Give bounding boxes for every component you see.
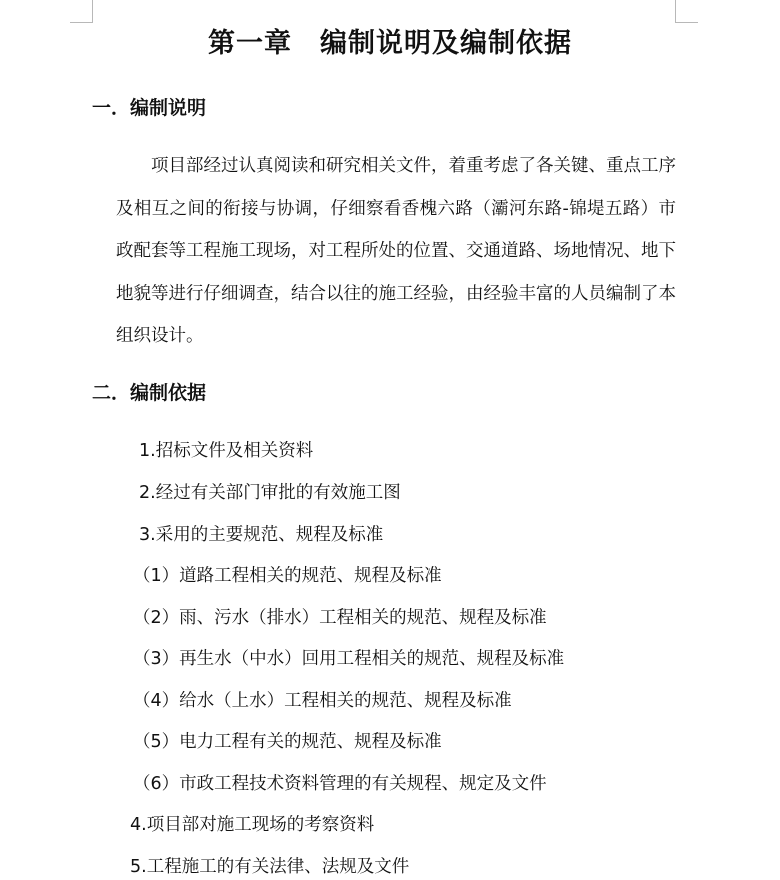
chapter-title: 第一章 编制说明及编制依据 bbox=[208, 28, 572, 59]
basis-item: 5.工程施工的有关法律、法规及文件 bbox=[130, 857, 410, 877]
page-corner-mark-left bbox=[70, 0, 93, 23]
basis-item: 4.项目部对施工现场的考察资料 bbox=[130, 815, 375, 835]
section-heading-compilation-basis: 二．编制依据 bbox=[92, 382, 207, 404]
page-corner-mark-right bbox=[675, 0, 698, 23]
basis-item: 1.招标文件及相关资料 bbox=[139, 441, 314, 461]
basis-item: （6）市政工程技术资料管理的有关规程、规定及文件 bbox=[133, 774, 547, 794]
basis-item: （1）道路工程相关的规范、规程及标准 bbox=[133, 566, 442, 586]
basis-item: （3）再生水（中水）回用工程相关的规范、规程及标准 bbox=[133, 649, 565, 669]
basis-item: （2）雨、污水（排水）工程相关的规范、规程及标准 bbox=[133, 608, 547, 628]
compilation-notes-paragraph: 项目部经过认真阅读和研究相关文件，着重考虑了各关键、重点工序及相互之间的衔接与协调，仔细察看香槐六路（灞河东路-锦堤五路）市政配套等工程施工现场，对工程所处的位置、交通道路、场地情况、地下地貌等进行仔细调查，结合以往的施工经验，由经验丰富的人员编制了本组织设计。 bbox=[116, 156, 676, 346]
basis-item: 3.采用的主要规范、规程及标准 bbox=[139, 525, 384, 545]
basis-item: 2.经过有关部门审批的有效施工图 bbox=[139, 483, 401, 503]
basis-item: （4）给水（上水）工程相关的规范、规程及标准 bbox=[133, 691, 512, 711]
section-heading-compilation-notes: 一．编制说明 bbox=[92, 97, 207, 119]
basis-item: （5）电力工程有关的规范、规程及标准 bbox=[133, 732, 442, 752]
